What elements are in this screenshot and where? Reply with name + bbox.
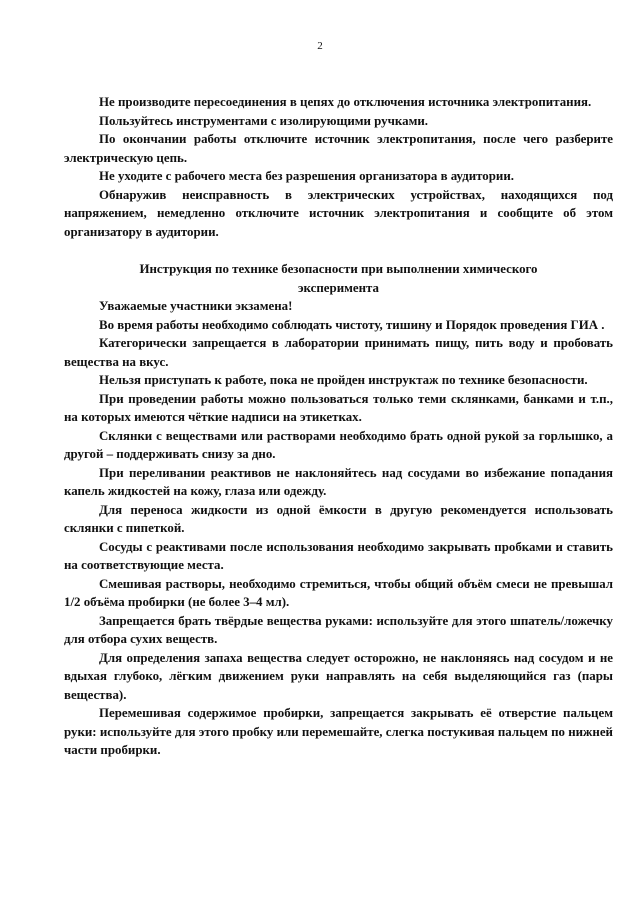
rule-paragraph: Перемешивая содержимое пробирки, запрещается закрывать её отверстие пальцем руки: используйте для этого пробку или перемешайте, слегка постукивая пальцем по нижней части пробирки.	[64, 706, 613, 757]
greeting-paragraph: Уважаемые участники экзамена!	[99, 299, 293, 313]
safety-paragraph: Обнаружив неисправность в электрических устройствах, находящихся под напряжением, немедленно отключите источник электропитания и сообщите об этом организатору в аудитории.	[64, 187, 613, 239]
rule-paragraph: Нельзя приступать к работе, пока не пройден инструктаж по технике безопасности.	[99, 373, 588, 387]
rule-paragraph: Склянки с веществами или растворами необходимо брать одной рукой за горлышко, а другой – поддерживать снизу за дно.	[64, 428, 613, 461]
electrical-safety-list	[64, 93, 613, 241]
rule-paragraph: Для переноса жидкости из одной ёмкости в другую рекомендуется использовать склянки с пипеткой.	[64, 502, 613, 535]
section-heading: Инструкция по технике безопасности при выполнении химического эксперимента	[139, 262, 538, 295]
document-body	[64, 93, 613, 760]
rule-paragraph: Смешивая растворы, необходимо стремиться, чтобы общий объём смеси не превышал 1/2 объёма пробирки (не более 3–4 мл).	[64, 576, 613, 609]
rule-paragraph: Категорически запрещается в лаборатории принимать пищу, пить воду и пробовать вещества на вкус.	[64, 336, 613, 369]
rule-paragraph: При переливании реактивов не наклоняйтесь над сосудами во избежание попадания капель жидкостей на кожу, глаза или одежду.	[64, 465, 613, 498]
rule-paragraph: Во время работы необходимо соблюдать чистоту, тишину и Порядок проведения ГИА .	[99, 317, 605, 332]
rule-paragraph: Запрещается брать твёрдые вещества руками: используйте для этого шпатель/ложечку для отбора сухих веществ.	[64, 613, 613, 646]
safety-paragraph: По окончании работы отключите источник электропитания, после чего разберите электрическую цепь.	[64, 132, 613, 165]
rule-paragraph: При проведении работы можно пользоваться только теми склянками, банками и т.п., на которых имеются чёткие надписи на этикетках.	[64, 391, 613, 424]
rule-paragraph: Для определения запаха вещества следует осторожно, не наклоняясь над сосудом и не вдыхая глубоко, лёгким движением руки направлять на себя выделяющийся газ (пары вещества).	[64, 650, 613, 702]
safety-paragraph: Пользуйтесь инструментами с изолирующими ручками.	[99, 113, 429, 128]
safety-paragraph: Не производите пересоединения в цепях до отключения источника электропитания.	[99, 95, 592, 109]
safety-paragraph: Не уходите с рабочего места без разрешения организатора в аудитории.	[99, 169, 514, 183]
page-number: 2	[317, 40, 323, 52]
rule-paragraph: Сосуды с реактивами после использования необходимо закрывать пробками и ставить на соответствующие места.	[64, 539, 613, 572]
chemical-safety-list	[64, 297, 613, 760]
